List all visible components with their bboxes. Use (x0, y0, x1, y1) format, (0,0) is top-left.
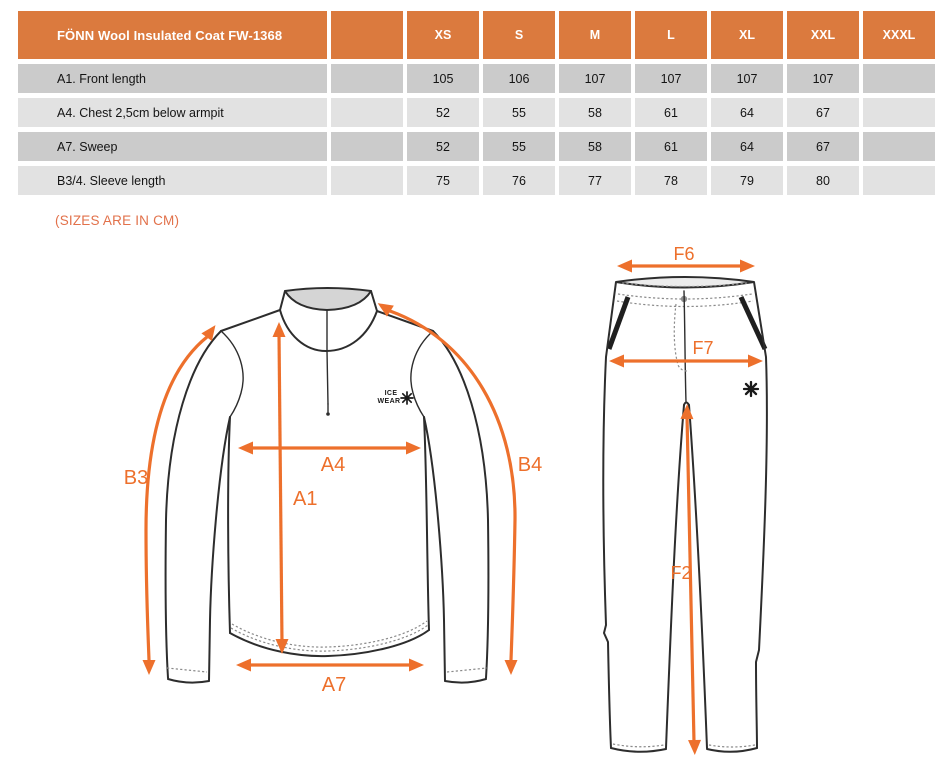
value-cell: 67 (787, 98, 859, 127)
value-cell: 107 (787, 64, 859, 93)
value-cell: 64 (711, 98, 783, 127)
value-cell: 106 (483, 64, 555, 93)
label-b3: B3 (123, 467, 149, 489)
size-header-xxl: XXL (787, 11, 859, 59)
size-chart-table (18, 11, 935, 195)
raglan-seam-right (411, 331, 433, 417)
hem-right (707, 748, 757, 752)
sizes-unit-note: (SIZES ARE IN CM) (55, 213, 180, 228)
arrow-a1 (279, 333, 282, 643)
header-spacer-cell (331, 11, 403, 59)
value-cell: 58 (559, 98, 631, 127)
hem (230, 630, 429, 656)
value-cell: 61 (635, 132, 707, 161)
value-cell: 55 (483, 132, 555, 161)
label-f2: F2 (670, 563, 692, 583)
size-header-xl: XL (711, 11, 783, 59)
value-cell: 64 (711, 132, 783, 161)
jacket-arrows (124, 298, 542, 696)
label-f7: F7 (692, 338, 714, 358)
row-label: A1. Front length (18, 64, 327, 93)
snowflake-icon (401, 392, 413, 404)
measurement-diagrams (0, 240, 948, 782)
label-a4: A4 (320, 454, 346, 476)
value-cell: 55 (483, 98, 555, 127)
body-side-right (424, 417, 429, 630)
size-header-xs: XS (407, 11, 479, 59)
snowflake-icon (744, 382, 758, 396)
hem-left-stitch (613, 744, 664, 747)
value-cell (863, 64, 935, 93)
value-cell (863, 132, 935, 161)
hem-right-stitch (709, 745, 755, 747)
value-cell: 58 (559, 132, 631, 161)
label-b4: B4 (517, 454, 543, 476)
row-label: A7. Sweep (18, 132, 327, 161)
row-label: A4. Chest 2,5cm below armpit (18, 98, 327, 127)
value-cell: 78 (635, 166, 707, 195)
value-cell: 107 (635, 64, 707, 93)
brand-logo-line1: ICE (384, 390, 398, 397)
value-cell: 105 (407, 64, 479, 93)
cuff-stitch-right (447, 668, 487, 672)
sleeve-left (166, 331, 230, 683)
spacer-cell (331, 132, 403, 161)
value-cell: 61 (635, 98, 707, 127)
value-cell (863, 98, 935, 127)
jacket-diagram (166, 288, 489, 683)
leg-left-outer (603, 282, 616, 748)
value-cell: 52 (407, 132, 479, 161)
zipper-pull-end (326, 412, 330, 416)
value-cell: 107 (559, 64, 631, 93)
label-a1: A1 (293, 488, 318, 510)
hem-stitch-2 (232, 621, 427, 647)
value-cell: 79 (711, 166, 783, 195)
label-a7: A7 (321, 674, 347, 696)
size-header-l: L (635, 11, 707, 59)
value-cell (863, 166, 935, 195)
cuff-stitch-left (167, 668, 207, 672)
spacer-cell (331, 64, 403, 93)
pants-diagram (603, 277, 767, 752)
brand-logo-line2: WEAR (377, 398, 401, 405)
label-f6: F6 (673, 244, 695, 264)
value-cell: 76 (483, 166, 555, 195)
value-cell: 52 (407, 98, 479, 127)
value-cell: 75 (407, 166, 479, 195)
hem-left (611, 748, 666, 752)
raglan-seam-left (221, 331, 243, 417)
crotch (684, 403, 689, 406)
product-title: FÖNN Wool Insulated Coat FW-1368 (18, 11, 327, 59)
zipper-line (327, 310, 328, 404)
spacer-cell (331, 166, 403, 195)
value-cell: 77 (559, 166, 631, 195)
value-cell: 67 (787, 132, 859, 161)
size-header-s: S (483, 11, 555, 59)
pocket-left (609, 297, 628, 349)
arrow-b4 (390, 311, 515, 660)
body-side-left (228, 417, 230, 633)
value-cell: 80 (787, 166, 859, 195)
value-cell: 107 (711, 64, 783, 93)
spacer-cell (331, 98, 403, 127)
arrow-b3 (146, 337, 207, 660)
leg-right-outer (754, 282, 767, 748)
pants-arrows (609, 244, 763, 755)
size-header-xxxl: XXXL (863, 11, 935, 59)
center-front-seam (684, 291, 686, 402)
collar-opening (285, 288, 371, 310)
size-header-m: M (559, 11, 631, 59)
row-label: B3/4. Sleeve length (18, 166, 327, 195)
